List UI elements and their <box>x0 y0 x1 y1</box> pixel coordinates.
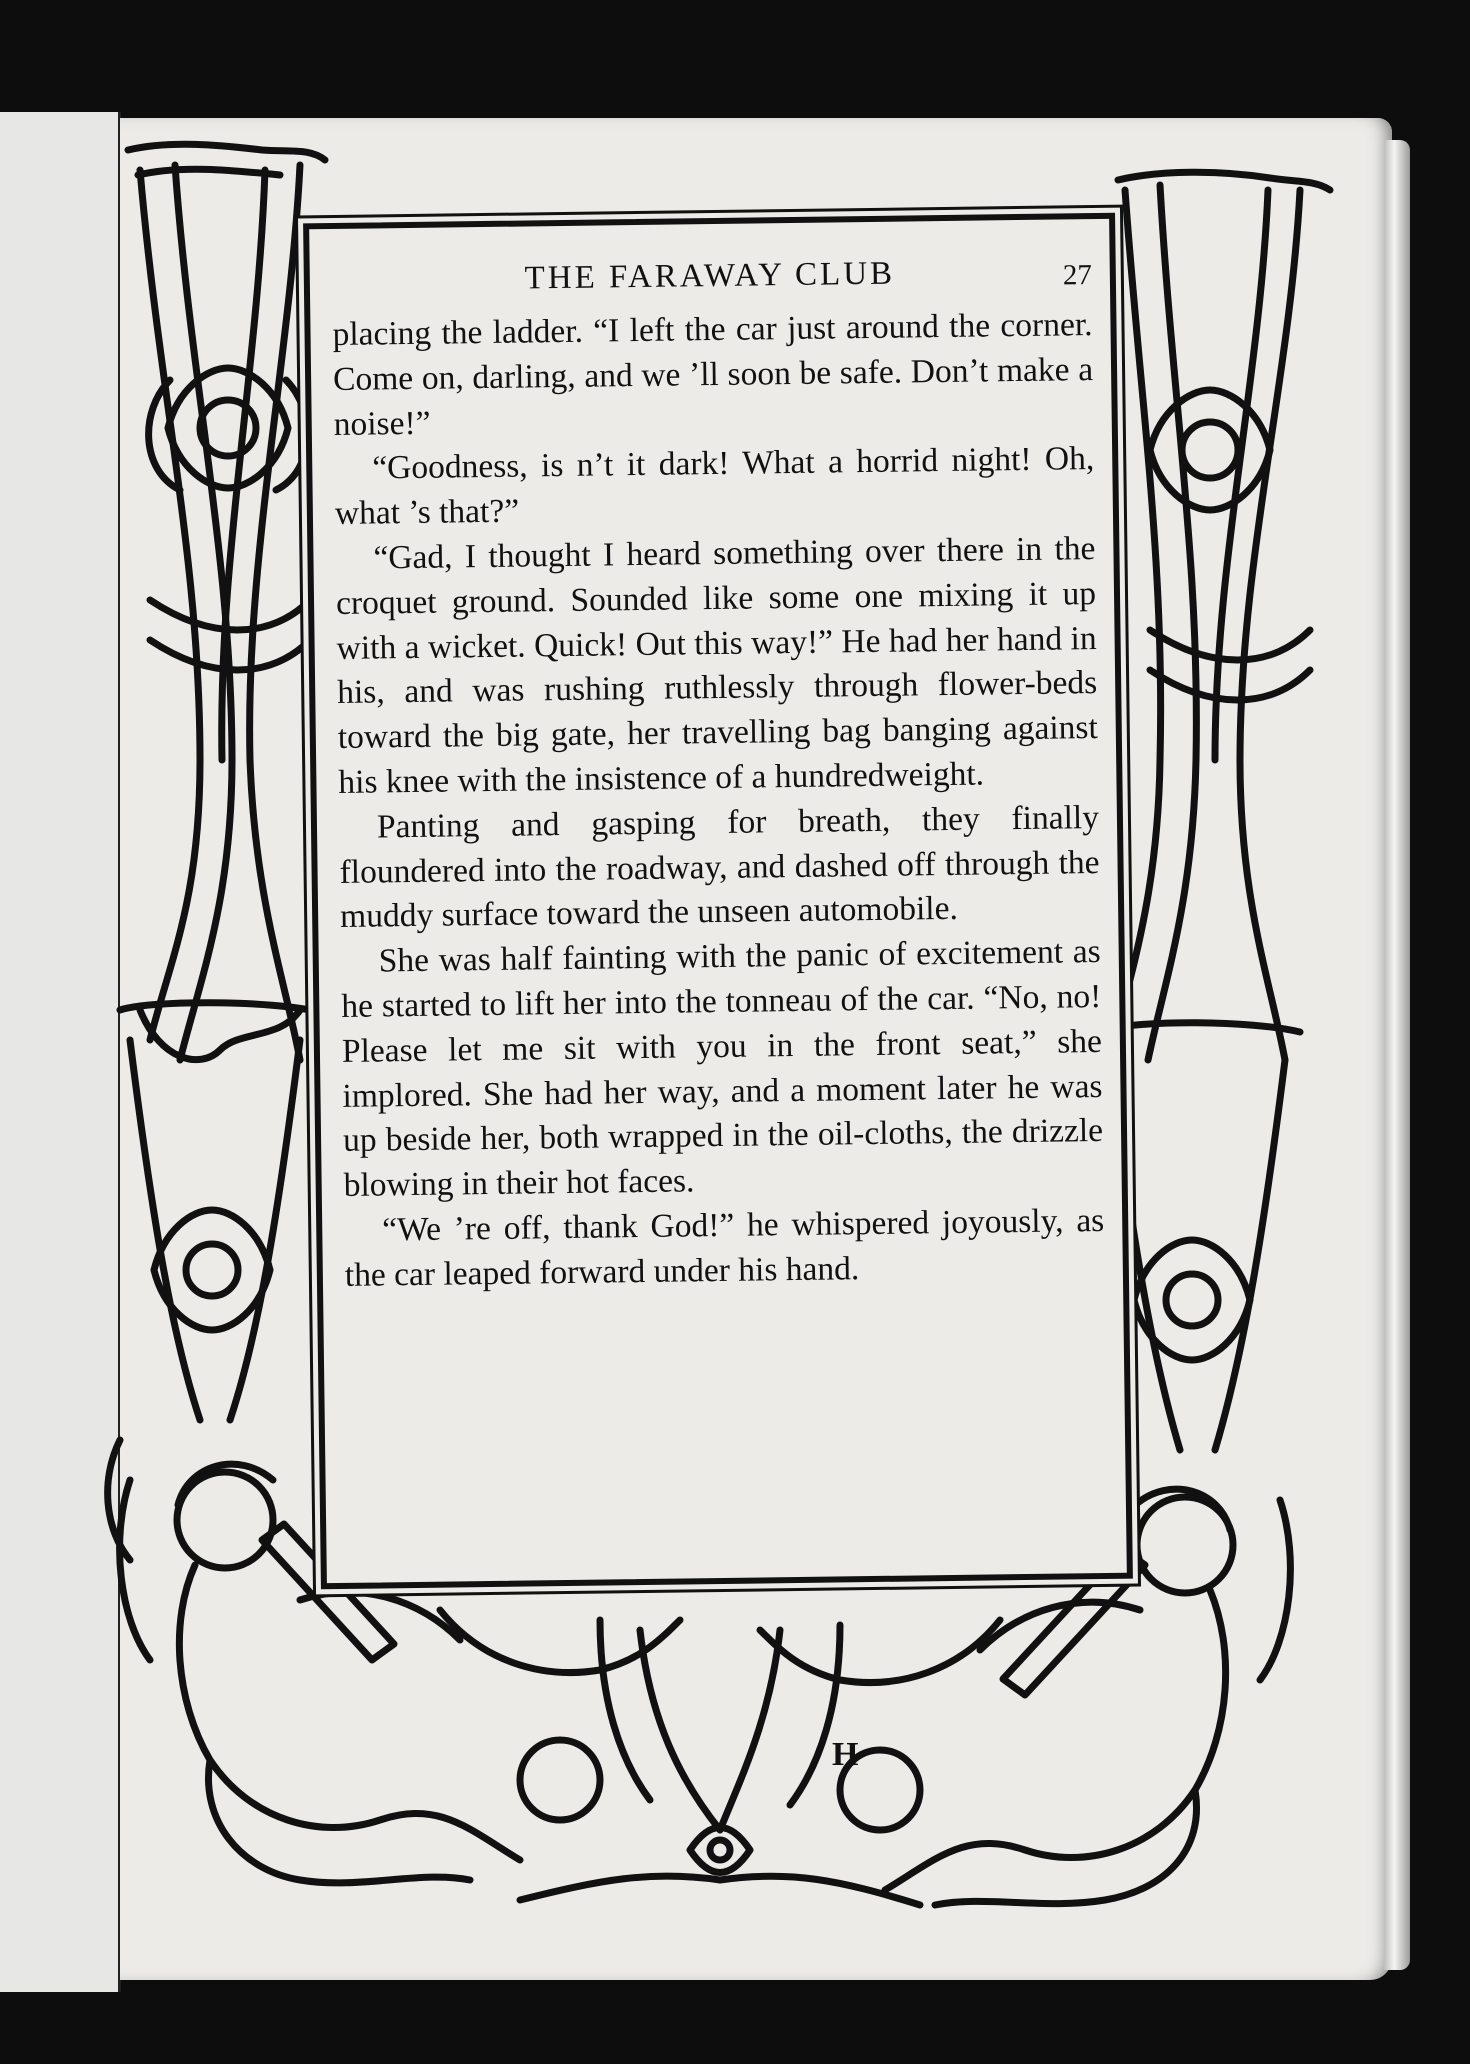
paragraph: “We ’re off, thank God!” he whispered joyously, as the car leaped forward under his hand. <box>344 1201 1105 1294</box>
page-number: 27 <box>1062 259 1093 292</box>
running-head <box>309 219 1110 313</box>
illustrator-monogram: H <box>832 1736 859 1773</box>
paragraph: She was half fainting with the panic of excitement as he started to lift her into the tonneau of the car. “No, no! Please let me sit with you in the front seat,” she implored. She had her way, and a moment later he was up beside her, both wrapped in the oil-cloths, the drizzle blowing in their hot faces. <box>341 933 1104 1205</box>
paragraph: “Gad, I thought I heard something over there in the croquet ground. Sounded like some one mixing it up with a wicket. Quick! Out this way!” He had her hand in his, and was rushing ruthlessly through flower-beds toward the big gate, her travelling bag banging against his knee with the insistence of a hundredweight. <box>335 530 1099 801</box>
paragraph: Panting and gasping for breath, they finally floundered into the roadway, and dashed off through the muddy surface toward the unseen automobile. <box>339 798 1100 936</box>
right-floral-column <box>1105 172 1330 1450</box>
paragraph: “Goodness, is n’t it dark! What a horrid night! Oh, what ’s that?” <box>334 440 1095 533</box>
running-title: THE FARAWAY CLUB <box>524 255 896 297</box>
left-floral-column <box>120 144 325 1420</box>
bottom-floral-ornament <box>300 1592 1140 1905</box>
text-frame <box>303 213 1133 1590</box>
paragraph: placing the ladder. “I left the car just around the corner. Come on, darling, and we ’ll soon be safe. Don’t make a noise!” <box>332 306 1094 443</box>
body-text <box>310 303 1123 1299</box>
